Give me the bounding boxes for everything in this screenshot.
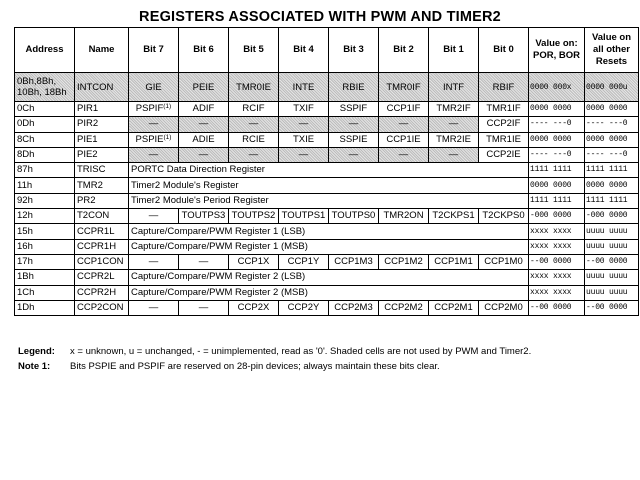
register-table [14,27,639,316]
address-cell: 8Ch [15,132,75,147]
bit1-cell: — [429,117,479,132]
por-value: 1111 1111 [529,193,585,208]
footnote-ref: (1) [163,103,172,111]
other-value: uuuu uuuu [585,224,639,239]
address-cell: 1Dh [15,300,75,315]
bit1-cell: — [429,147,479,162]
other-value: uuuu uuuu [585,285,639,300]
bit5-cell: CCP1X [229,254,279,269]
other-value: 1111 1111 [585,193,639,208]
bit7-cell: GIE [129,73,179,102]
header-bit5: Bit 5 [229,28,279,73]
bit6-cell: TOUTPS3 [179,209,229,224]
table-row [15,209,639,224]
header-bit4: Bit 4 [279,28,329,73]
other-value: uuuu uuuu [585,270,639,285]
bit2-cell: CCP2M2 [379,300,429,315]
por-value: --00 0000 [529,300,585,315]
bit3-cell: RBIE [329,73,379,102]
other-value: 0000 0000 [585,132,639,147]
name-cell: CCPR1L [75,224,129,239]
other-value: --00 0000 [585,300,639,315]
bit4-cell: TXIE [279,132,329,147]
footnote-label: Note 1: [18,361,51,372]
name-cell: INTCON [75,73,129,102]
register-description: Capture/Compare/PWM Register 2 (MSB) [129,285,529,300]
bit3-cell: — [329,147,379,162]
legend-label: Legend: [18,346,55,357]
address-cell: 92h [15,193,75,208]
bit2-cell: TMR0IF [379,73,429,102]
address-cell: 12h [15,209,75,224]
por-value: 0000 0000 [529,132,585,147]
bit1-cell: T2CKPS1 [429,209,479,224]
bit1-cell: TMR2IE [429,132,479,147]
bit3-cell: SSPIE [329,132,379,147]
header-other [585,28,639,73]
bit7-cell [129,102,179,117]
bit7-label: PSPIE [135,133,164,145]
bit5-cell: — [229,147,279,162]
bit5-cell: RCIE [229,132,279,147]
por-value: ---- ---0 [529,147,585,162]
header-bit0: Bit 0 [479,28,529,73]
register-description: Capture/Compare/PWM Register 2 (LSB) [129,270,529,285]
bit5-cell: TOUTPS2 [229,209,279,224]
header-row [15,28,639,73]
bit6-cell: — [179,254,229,269]
register-description: Timer2 Module's Period Register [129,193,529,208]
footnote [18,361,440,372]
por-value: xxxx xxxx [529,224,585,239]
table-row [15,102,639,117]
por-value: -000 0000 [529,209,585,224]
legend-text: x = unknown, u = unchanged, - = unimplemented, read as '0'. Shaded cells are not used by PWM and Timer2. [70,346,532,357]
header-bit7: Bit 7 [129,28,179,73]
por-value: 0000 0000 [529,102,585,117]
header-bit1: Bit 1 [429,28,479,73]
bit2-cell: — [379,147,429,162]
register-description: Capture/Compare/PWM Register 1 (LSB) [129,224,529,239]
address-cell: 1Ch [15,285,75,300]
other-value: ---- ---0 [585,117,639,132]
header-other-line1: Value on [591,32,632,43]
bit0-cell: RBIF [479,73,529,102]
bit3-cell: CCP1M3 [329,254,379,269]
bit7-cell: — [129,147,179,162]
address-cell: 8Dh [15,147,75,162]
bit0-cell: TMR1IF [479,102,529,117]
table-row [15,178,639,193]
bit2-cell: — [379,117,429,132]
address-cell [15,73,75,102]
legend [18,346,531,357]
address-line1: 0Bh,8Bh, [17,76,57,87]
bit7-cell: — [129,117,179,132]
bit6-cell: ADIF [179,102,229,117]
bit4-cell: CCP2Y [279,300,329,315]
other-value: 0000 0000 [585,178,639,193]
address-cell: 17h [15,254,75,269]
bit4-cell: CCP1Y [279,254,329,269]
bit0-cell: CCP1M0 [479,254,529,269]
bit3-cell: TOUTPS0 [329,209,379,224]
bit4-cell: INTE [279,73,329,102]
name-cell: CCPR2L [75,270,129,285]
bit1-cell: CCP1M1 [429,254,479,269]
register-description: Timer2 Module's Register [129,178,529,193]
table-row [15,147,639,162]
other-value: -000 0000 [585,209,639,224]
address-cell: 87h [15,163,75,178]
bit4-cell: TXIF [279,102,329,117]
name-cell: CCP2CON [75,300,129,315]
other-value: --00 0000 [585,254,639,269]
bit7-cell: — [129,209,179,224]
bit2-cell: TMR2ON [379,209,429,224]
por-value: xxxx xxxx [529,239,585,254]
address-cell: 11h [15,178,75,193]
header-address: Address [15,28,75,73]
other-value: 0000 000u [585,73,639,102]
bit1-cell: CCP2M1 [429,300,479,315]
bit7-cell: — [129,300,179,315]
header-bit2: Bit 2 [379,28,429,73]
bit0-cell: CCP2IE [479,147,529,162]
table-row [15,73,639,102]
bit0-cell: CCP2IF [479,117,529,132]
bit5-cell: TMR0IE [229,73,279,102]
bit3-cell: — [329,117,379,132]
table-row [15,163,639,178]
address-cell: 16h [15,239,75,254]
por-value: --00 0000 [529,254,585,269]
header-por [529,28,585,73]
bit0-cell: TMR1IE [479,132,529,147]
table-row [15,239,639,254]
register-description: Capture/Compare/PWM Register 1 (MSB) [129,239,529,254]
table-row [15,224,639,239]
table-row [15,193,639,208]
table-row [15,270,639,285]
other-value: uuuu uuuu [585,239,639,254]
por-value: 0000 000x [529,73,585,102]
other-value: 0000 0000 [585,102,639,117]
bit6-cell: — [179,300,229,315]
table-title: REGISTERS ASSOCIATED WITH PWM AND TIMER2 [139,9,501,25]
bit7-label: PSPIF [135,103,164,115]
bit1-cell: TMR2IF [429,102,479,117]
name-cell: PR2 [75,193,129,208]
por-value: 1111 1111 [529,163,585,178]
header-por-line1: Value on: [535,38,578,49]
address-cell: 0Dh [15,117,75,132]
header-bit3: Bit 3 [329,28,379,73]
bit2-cell: CCP1IF [379,102,429,117]
bit6-cell: — [179,147,229,162]
address-cell: 0Ch [15,102,75,117]
bit2-cell: CCP1M2 [379,254,429,269]
table-row [15,117,639,132]
address-line2: 10Bh, 18Bh [17,87,67,98]
name-cell: CCPR2H [75,285,129,300]
name-cell: PIR1 [75,102,129,117]
bit7-cell [129,132,179,147]
address-cell: 15h [15,224,75,239]
name-cell: PIE1 [75,132,129,147]
por-value: 0000 0000 [529,178,585,193]
por-value: xxxx xxxx [529,270,585,285]
bit5-cell: CCP2X [229,300,279,315]
name-cell: PIR2 [75,117,129,132]
bit6-cell: PEIE [179,73,229,102]
bit6-cell: ADIE [179,132,229,147]
register-description: PORTC Data Direction Register [129,163,529,178]
table-row [15,254,639,269]
header-bit6: Bit 6 [179,28,229,73]
name-cell: PIE2 [75,147,129,162]
footnote-ref: (1) [163,133,172,141]
bit6-cell: — [179,117,229,132]
bit3-cell: CCP2M3 [329,300,379,315]
bit4-cell: — [279,147,329,162]
name-cell: TRISC [75,163,129,178]
bit5-cell: — [229,117,279,132]
por-value: ---- ---0 [529,117,585,132]
bit4-cell: TOUTPS1 [279,209,329,224]
name-cell: CCPR1H [75,239,129,254]
por-value: xxxx xxxx [529,285,585,300]
name-cell: TMR2 [75,178,129,193]
bit5-cell: RCIF [229,102,279,117]
footnote-text: Bits PSPIE and PSPIF are reserved on 28-pin devices; always maintain these bits clear. [70,361,440,372]
bit4-cell: — [279,117,329,132]
bit2-cell: CCP1IE [379,132,429,147]
header-other-line2: all other [593,44,630,55]
header-por-line2: POR, BOR [533,50,580,61]
table-row [15,300,639,315]
address-cell: 1Bh [15,270,75,285]
header-other-line3: Resets [595,56,628,67]
name-cell: CCP1CON [75,254,129,269]
table-row [15,285,639,300]
other-value: ---- ---0 [585,147,639,162]
bit0-cell: CCP2M0 [479,300,529,315]
other-value: 1111 1111 [585,163,639,178]
table-row [15,132,639,147]
bit1-cell: INTF [429,73,479,102]
bit7-cell: — [129,254,179,269]
header-name: Name [75,28,129,73]
bit3-cell: SSPIF [329,102,379,117]
bit0-cell: T2CKPS0 [479,209,529,224]
name-cell: T2CON [75,209,129,224]
